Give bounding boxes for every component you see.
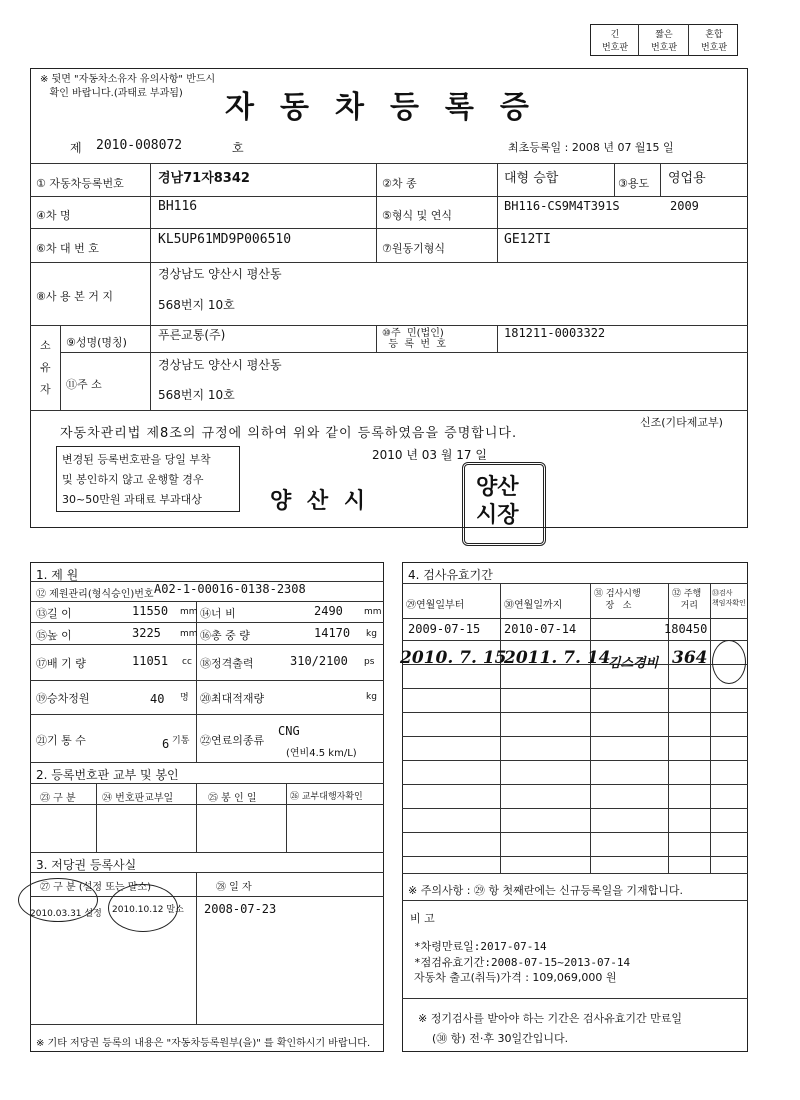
first-registration-date: 최초등록일 : 2008 년 07 월15 일 bbox=[508, 141, 674, 154]
label-seats: ⑲승차정원 bbox=[36, 692, 90, 705]
seal-text: 양산 시장 bbox=[476, 475, 519, 528]
col-line bbox=[660, 163, 661, 196]
engine-type: GE12TI bbox=[504, 232, 551, 247]
row-line bbox=[402, 900, 748, 901]
owner-address-2: 568번지 10호 bbox=[158, 388, 235, 402]
row-line bbox=[402, 998, 748, 999]
height-unit: mm bbox=[180, 629, 198, 639]
warning-text: 변경된 등록번호판을 당일 부착 및 봉인하지 않고 운행할 경우 30~50만원 과태료 부과대상 bbox=[62, 453, 211, 506]
inspector-stamp bbox=[712, 640, 746, 684]
label-height: ⑮높 이 bbox=[36, 629, 72, 642]
issue-type: 신조(기타제교부) bbox=[640, 416, 723, 429]
row-line bbox=[30, 325, 748, 326]
row-line bbox=[402, 640, 748, 641]
divider bbox=[688, 24, 689, 56]
vin: KL5UP61MD9P006510 bbox=[158, 232, 292, 247]
registration-number: 2010-008072 bbox=[96, 138, 183, 153]
row-line bbox=[402, 760, 748, 761]
label-model-year: ⑤형식 및 연식 bbox=[382, 209, 452, 222]
row-line bbox=[402, 784, 748, 785]
remark-line-1: *차령만료일:2017-07-14 bbox=[414, 940, 547, 953]
label-corp-regno: ⑩주 민(법인) 등 록 번 호 bbox=[382, 328, 447, 350]
insp-r1-to: 2010-07-14 bbox=[504, 622, 577, 636]
row-line bbox=[402, 873, 748, 874]
issue-date: 2010 년 03 월 17 일 bbox=[372, 448, 487, 462]
plate-type-long: 긴 번호판 bbox=[601, 30, 629, 53]
row-line bbox=[30, 872, 384, 873]
label-vehicle-name: ④차 명 bbox=[36, 209, 71, 222]
spec-heading: 1. 제 원 bbox=[36, 568, 79, 582]
owner-address-1: 경상남도 양산시 평산동 bbox=[158, 358, 282, 372]
insp-col-officer: ㉝검사 책임자확인 bbox=[712, 589, 746, 607]
no-suffix: 호 bbox=[232, 141, 244, 155]
col-line bbox=[710, 583, 711, 873]
label-length: ⑬길 이 bbox=[36, 607, 72, 620]
insp-col-to: ㉚연월일까지 bbox=[504, 600, 563, 611]
plate-col-seal-date: ㉕ 봉 인 일 bbox=[208, 793, 257, 804]
plate-col-issue-date: ㉔ 번호판교부일 bbox=[102, 793, 174, 804]
height: 3225 bbox=[132, 626, 161, 640]
insp-r2-from: 2010. 7. 15 bbox=[400, 648, 507, 668]
owner-name: 푸른교통(주) bbox=[158, 328, 226, 342]
corp-regno: 181211-0003322 bbox=[504, 326, 606, 340]
stamp-cancel-text: 2010.10.12 말소 bbox=[112, 905, 184, 915]
length-unit: mm bbox=[180, 607, 198, 617]
plate-col-agent: ㉖ 교부대행자확인 bbox=[290, 792, 363, 802]
col-line bbox=[614, 163, 615, 196]
row-line bbox=[30, 228, 748, 229]
col-line bbox=[286, 783, 287, 852]
load-unit: kg bbox=[366, 692, 377, 702]
plate-type-mixed: 혼합 번호판 bbox=[700, 30, 728, 53]
stamp-set-text: 2010.03.31 설정 bbox=[30, 909, 102, 919]
mortgage-col-date: ㉘ 일 자 bbox=[216, 882, 252, 893]
label-owner-address: ⑪주 소 bbox=[66, 378, 102, 391]
cert-number: A02-1-00016-0138-2308 bbox=[154, 582, 306, 596]
label-vin: ⑥차 대 번 호 bbox=[36, 242, 99, 255]
inspection-period-note-1: ※ 정기검사를 받아야 하는 기간은 검사유효기간 만료일 bbox=[418, 1012, 682, 1025]
mortgage-date: 2008-07-23 bbox=[204, 902, 277, 916]
rated-power: 310/2100 bbox=[290, 654, 348, 668]
label-owner-name: ⑨성명(명칭) bbox=[66, 336, 127, 349]
label-engine: ⑦원동기형식 bbox=[382, 242, 445, 255]
row-line bbox=[30, 783, 384, 784]
col-line bbox=[497, 163, 498, 262]
inspection-period-note-2: (㉚ 항) 전·후 30일간입니다. bbox=[432, 1032, 569, 1045]
width-unit: mm bbox=[364, 607, 382, 617]
col-line bbox=[150, 163, 151, 325]
inspection-heading: 4. 검사유효기간 bbox=[408, 568, 493, 582]
insp-r2-km: 364 bbox=[672, 648, 708, 668]
weight-unit: kg bbox=[366, 629, 377, 639]
certify-text: 자동차관리법 제8조의 규정에 의하여 위와 같이 등록하였음을 증명합니다. bbox=[60, 426, 518, 441]
mortgage-footer: ※ 기타 저당권 등록의 내용은 "자동차등록원부(을)" 를 확인하시기 바랍니다. bbox=[36, 1038, 371, 1049]
cylinders: 6 bbox=[162, 737, 170, 751]
remark-line-2: *점검유효기간:2008-07-15~2013-07-14 bbox=[414, 956, 631, 969]
label-use: ③용도 bbox=[618, 177, 650, 190]
page-title: 자동차등록증 bbox=[225, 90, 555, 125]
label-base: ⑧사 용 본 거 지 bbox=[36, 290, 113, 303]
col-line bbox=[96, 783, 97, 852]
label-vehicle-kind: ②차 종 bbox=[382, 177, 417, 190]
vehicle-kind: 대형 승합 bbox=[504, 171, 559, 186]
weight: 14170 bbox=[314, 626, 351, 640]
insp-col-from: ㉙연월일부터 bbox=[406, 600, 465, 611]
insp-col-km: ㉜ 주행 거리 bbox=[672, 589, 702, 611]
row-line bbox=[30, 1024, 384, 1025]
row-line bbox=[60, 352, 748, 353]
label-weight: ⑯총 중 량 bbox=[200, 629, 250, 642]
row-line bbox=[402, 712, 748, 713]
insp-r1-from: 2009-07-15 bbox=[408, 622, 481, 636]
plate-type-short: 짧은 번호판 bbox=[650, 30, 678, 53]
label-cylinders: ㉑기 통 수 bbox=[36, 734, 86, 747]
row-line bbox=[30, 601, 384, 602]
col-line bbox=[590, 583, 591, 873]
row-line bbox=[30, 804, 384, 805]
no-label: 제 bbox=[70, 141, 82, 155]
col-line bbox=[196, 872, 197, 1024]
label-width: ⑭너 비 bbox=[200, 607, 236, 620]
notice-text: ※ 뒷면 "자동차소유자 유의사항" 반드시 확인 바랍니다.(과태료 부과됨) bbox=[40, 74, 216, 99]
row-line bbox=[30, 622, 384, 623]
vehicle-use: 영업용 bbox=[668, 171, 706, 186]
insp-r1-km: 180450 bbox=[664, 622, 708, 636]
width: 2490 bbox=[314, 604, 343, 618]
col-line bbox=[500, 583, 501, 873]
row-line bbox=[402, 808, 748, 809]
issuer-city: 양 산 시 bbox=[270, 489, 370, 514]
row-line bbox=[30, 644, 384, 645]
label-fuel: ㉒연료의종류 bbox=[200, 734, 265, 747]
mortgage-col-kind: ㉗ 구 분 (설정 또는 말소) bbox=[40, 882, 151, 893]
label-plate-number: ① 자동차등록번호 bbox=[36, 177, 124, 190]
fuel-type: CNG bbox=[278, 724, 300, 738]
insp-col-place: ㉛ 검사시행 장 소 bbox=[594, 589, 641, 611]
row-line bbox=[30, 852, 384, 853]
mortgage-heading: 3. 저당권 등록사실 bbox=[36, 858, 137, 872]
col-line bbox=[150, 325, 151, 410]
row-line bbox=[30, 262, 748, 263]
base-address-1: 경상남도 양산시 평산동 bbox=[158, 267, 282, 281]
row-line bbox=[30, 714, 384, 715]
row-line bbox=[402, 618, 748, 619]
insp-r2-to: 2011. 7. 14 bbox=[504, 648, 611, 668]
col-line bbox=[497, 325, 498, 352]
remark-line-3: 자동차 출고(취득)가격 : 109,069,000 원 bbox=[414, 971, 617, 984]
label-cert-no: ⑫ 제원관리(형식승인)번호 bbox=[36, 589, 154, 600]
row-line bbox=[30, 680, 384, 681]
power-unit: ps bbox=[364, 657, 375, 667]
row-line bbox=[402, 583, 748, 584]
row-line bbox=[30, 762, 384, 763]
plate-col-kind: ㉓ 구 분 bbox=[40, 793, 76, 804]
row-line bbox=[402, 856, 748, 857]
fuel-efficiency: (연비4.5 km/L) bbox=[286, 748, 357, 759]
label-power: ⑱정격출력 bbox=[200, 657, 254, 670]
displacement-unit: cc bbox=[182, 657, 192, 667]
divider bbox=[638, 24, 639, 56]
displacement: 11051 bbox=[132, 654, 169, 668]
label-max-load: ⑳최대적재량 bbox=[200, 692, 265, 705]
row-line bbox=[30, 410, 748, 411]
col-line bbox=[196, 783, 197, 852]
model-code: BH116-CS9M4T391S bbox=[504, 199, 620, 213]
col-line bbox=[376, 325, 377, 352]
model-year: 2009 bbox=[670, 199, 699, 213]
col-line bbox=[196, 601, 197, 762]
row-line bbox=[30, 196, 748, 197]
length: 11550 bbox=[132, 604, 169, 618]
remark-heading: 비 고 bbox=[410, 912, 435, 925]
col-line bbox=[60, 325, 61, 410]
label-displacement: ⑰배 기 량 bbox=[36, 657, 86, 670]
insp-r2-place: 김스경비 bbox=[608, 656, 659, 671]
plate-number: 경남71자8342 bbox=[158, 171, 250, 186]
label-owner-side: 소 유 자 bbox=[40, 339, 51, 396]
row-line bbox=[402, 736, 748, 737]
col-line bbox=[376, 163, 377, 262]
inspection-note: ※ 주의사항 : ㉙ 항 첫째란에는 신규등록일을 기재합니다. bbox=[408, 884, 684, 897]
vehicle-name: BH116 bbox=[158, 199, 198, 214]
row-line bbox=[30, 163, 748, 164]
plate-heading: 2. 등록번호판 교부 및 봉인 bbox=[36, 768, 179, 782]
row-line bbox=[402, 832, 748, 833]
row-line bbox=[402, 688, 748, 689]
cylinders-unit: 기통 bbox=[172, 736, 190, 746]
seats-unit: 명 bbox=[180, 693, 189, 703]
base-address-2: 568번지 10호 bbox=[158, 298, 235, 312]
seating-capacity: 40 bbox=[150, 692, 165, 706]
